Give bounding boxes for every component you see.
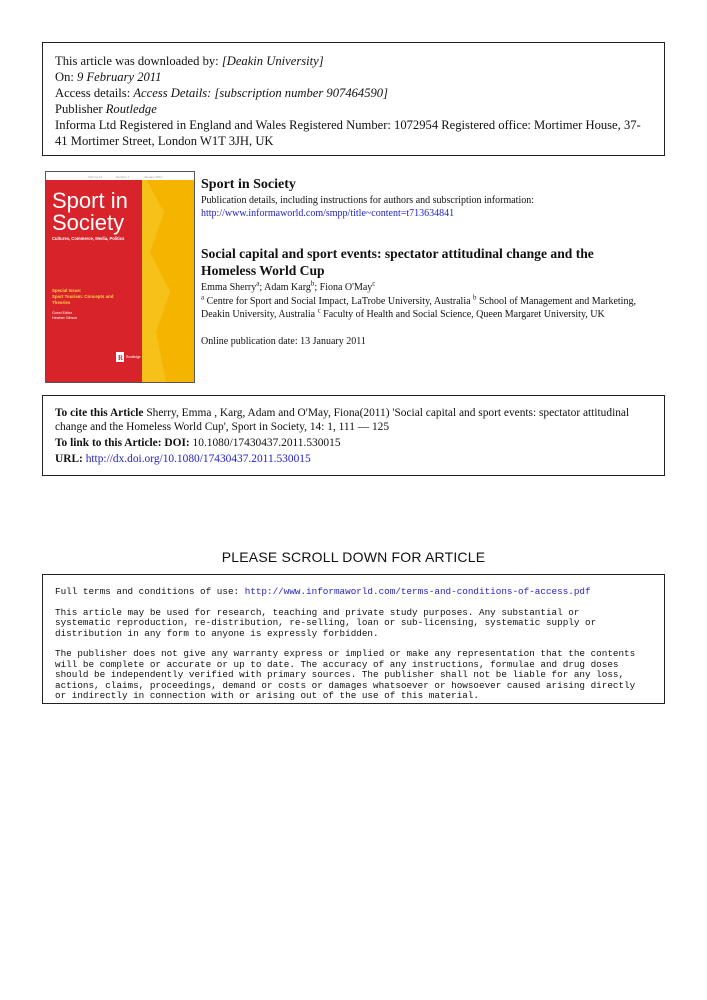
author-name: Adam Karg: [264, 282, 311, 293]
affiliations: $^a$ Centre for Sport and Social Impact, LaTrobe University, Australia $^b$ School of Management and Marketing, Deakin University, Australia $^c$ Faculty of Health and Social Science, Queen Margaret University, UK: [201, 293, 636, 320]
svg-text:January 2011: January 2011: [144, 175, 162, 179]
subscription-number: Access Details: [subscription number 907464590]: [133, 86, 388, 100]
article-url-link[interactable]: http://dx.doi.org/10.1080/17430437.2011.530015: [82, 453, 311, 465]
cover-editor-line2: Heather Gibson: [52, 316, 78, 320]
cover-title-line1: Sport in: [52, 188, 128, 213]
authors: Emma Sherry$^a$; Adam Karg$^b$; Fiona O'May$^c$: [201, 279, 376, 293]
author-name: Emma Sherry: [201, 282, 257, 293]
article-url-row: URL: http://dx.doi.org/10.1080/17430437.2011.530015: [55, 453, 311, 465]
cite-this-article: To cite this Article Sherry, Emma , Karg, Adam and O'May, Fiona(2011) 'Social capital and sport events: spectator attitudinal change and the Homeless World Cup', Sport in Society, 14: 1, 111 — 125: [55, 407, 630, 433]
article-title: Social capital and sport events: spectator attitudinal change and the Homeless World Cup: [201, 246, 594, 278]
svg-text:Routledge: Routledge: [126, 355, 141, 359]
doi-value: 10.1080/17430437.2011.530015: [189, 437, 341, 449]
terms-box: [42, 574, 665, 704]
terms-link[interactable]: http://www.informaworld.com/terms-and-conditions-of-access.pdf: [244, 586, 591, 597]
terms-paragraph: The publisher does not give any warranty express or implied or make any representation that the contents will be complete or accurate or up to date. The accuracy of any instructions, formulae and drug doses should be independently verified with primary sources. The publisher shall not be liable for any loss, actions, claims, proceedings, demand or costs or damages whatsoever or howsoever caused arising directly or indirectly in connection with or arising out of the use of this material.: [55, 648, 636, 701]
cover-issue-line2: Sport Tourism: Concepts and: [52, 294, 114, 299]
download-date-line: On: 9 February 2011: [55, 70, 162, 84]
cover-issue-line3: Theories: [52, 300, 71, 305]
journal-title: Sport in Society: [201, 177, 296, 192]
publication-details: Publication details, including instructions for authors and subscription information:: [201, 195, 535, 206]
online-publication-date: Online publication date: 13 January 2011: [201, 336, 366, 347]
cover-editor-line1: Guest Editor: [52, 311, 72, 315]
downloaded-by-line: This article was downloaded by: [Deakin University]: [55, 54, 324, 68]
scroll-notice: PLEASE SCROLL DOWN FOR ARTICLE: [221, 549, 486, 565]
download-date: 9 February 2011: [77, 70, 162, 84]
publisher-line: Publisher Routledge: [55, 102, 157, 116]
cover-artwork: [46, 172, 194, 382]
journal-link[interactable]: http://www.informaworld.com/smpp/title~content=t713634841: [201, 208, 455, 219]
access-details-line: Access details: Access Details: [subscription number 907464590]: [55, 86, 388, 100]
cover-subtitle: Cultures, Commerce, Media, Politics: [52, 236, 125, 241]
article-info: [201, 176, 651, 348]
terms-intro: Full terms and conditions of use: http://www.informaworld.com/terms-and-conditions-of-access.pdf: [55, 586, 591, 597]
institution-name: [Deakin University]: [221, 54, 324, 68]
svg-text:Volume 14: Volume 14: [88, 175, 103, 179]
journal-cover-image: [45, 171, 195, 383]
svg-text:Number 1: Number 1: [116, 175, 130, 179]
citation-text: Sherry, Emma , Karg, Adam and O'May, Fiona(2011) 'Social capital and sport events: spectator attitudinal change and the Homeless World Cup', Sport in Society, 14: 1, 111 — 125: [55, 407, 630, 433]
download-info-box: [42, 42, 665, 156]
registered-office-line: Informa Ltd Registered in England and Wales Registered Number: 1072954 Registered office: Mortimer House, 37-41 Mortimer Street, London W1T 3JH, UK: [55, 118, 641, 148]
terms-paragraph: This article may be used for research, teaching and private study purposes. Any substantial or systematic reproduction, re-distribution, re-selling, loan or sub-licensing, systematic supply or distribution in any form to anyone is expressly forbidden.: [55, 606, 597, 639]
cover-title-line2: Society: [52, 210, 125, 235]
cover-issue-line1: Special Issue:: [52, 288, 82, 293]
citation-box: [42, 395, 665, 476]
link-to-article: To link to this Article: DOI: 10.1080/17430437.2011.530015: [55, 437, 341, 449]
author-name: Fiona O'May: [319, 282, 373, 293]
svg-text:R: R: [118, 354, 124, 362]
publisher-name: Routledge: [105, 102, 157, 116]
